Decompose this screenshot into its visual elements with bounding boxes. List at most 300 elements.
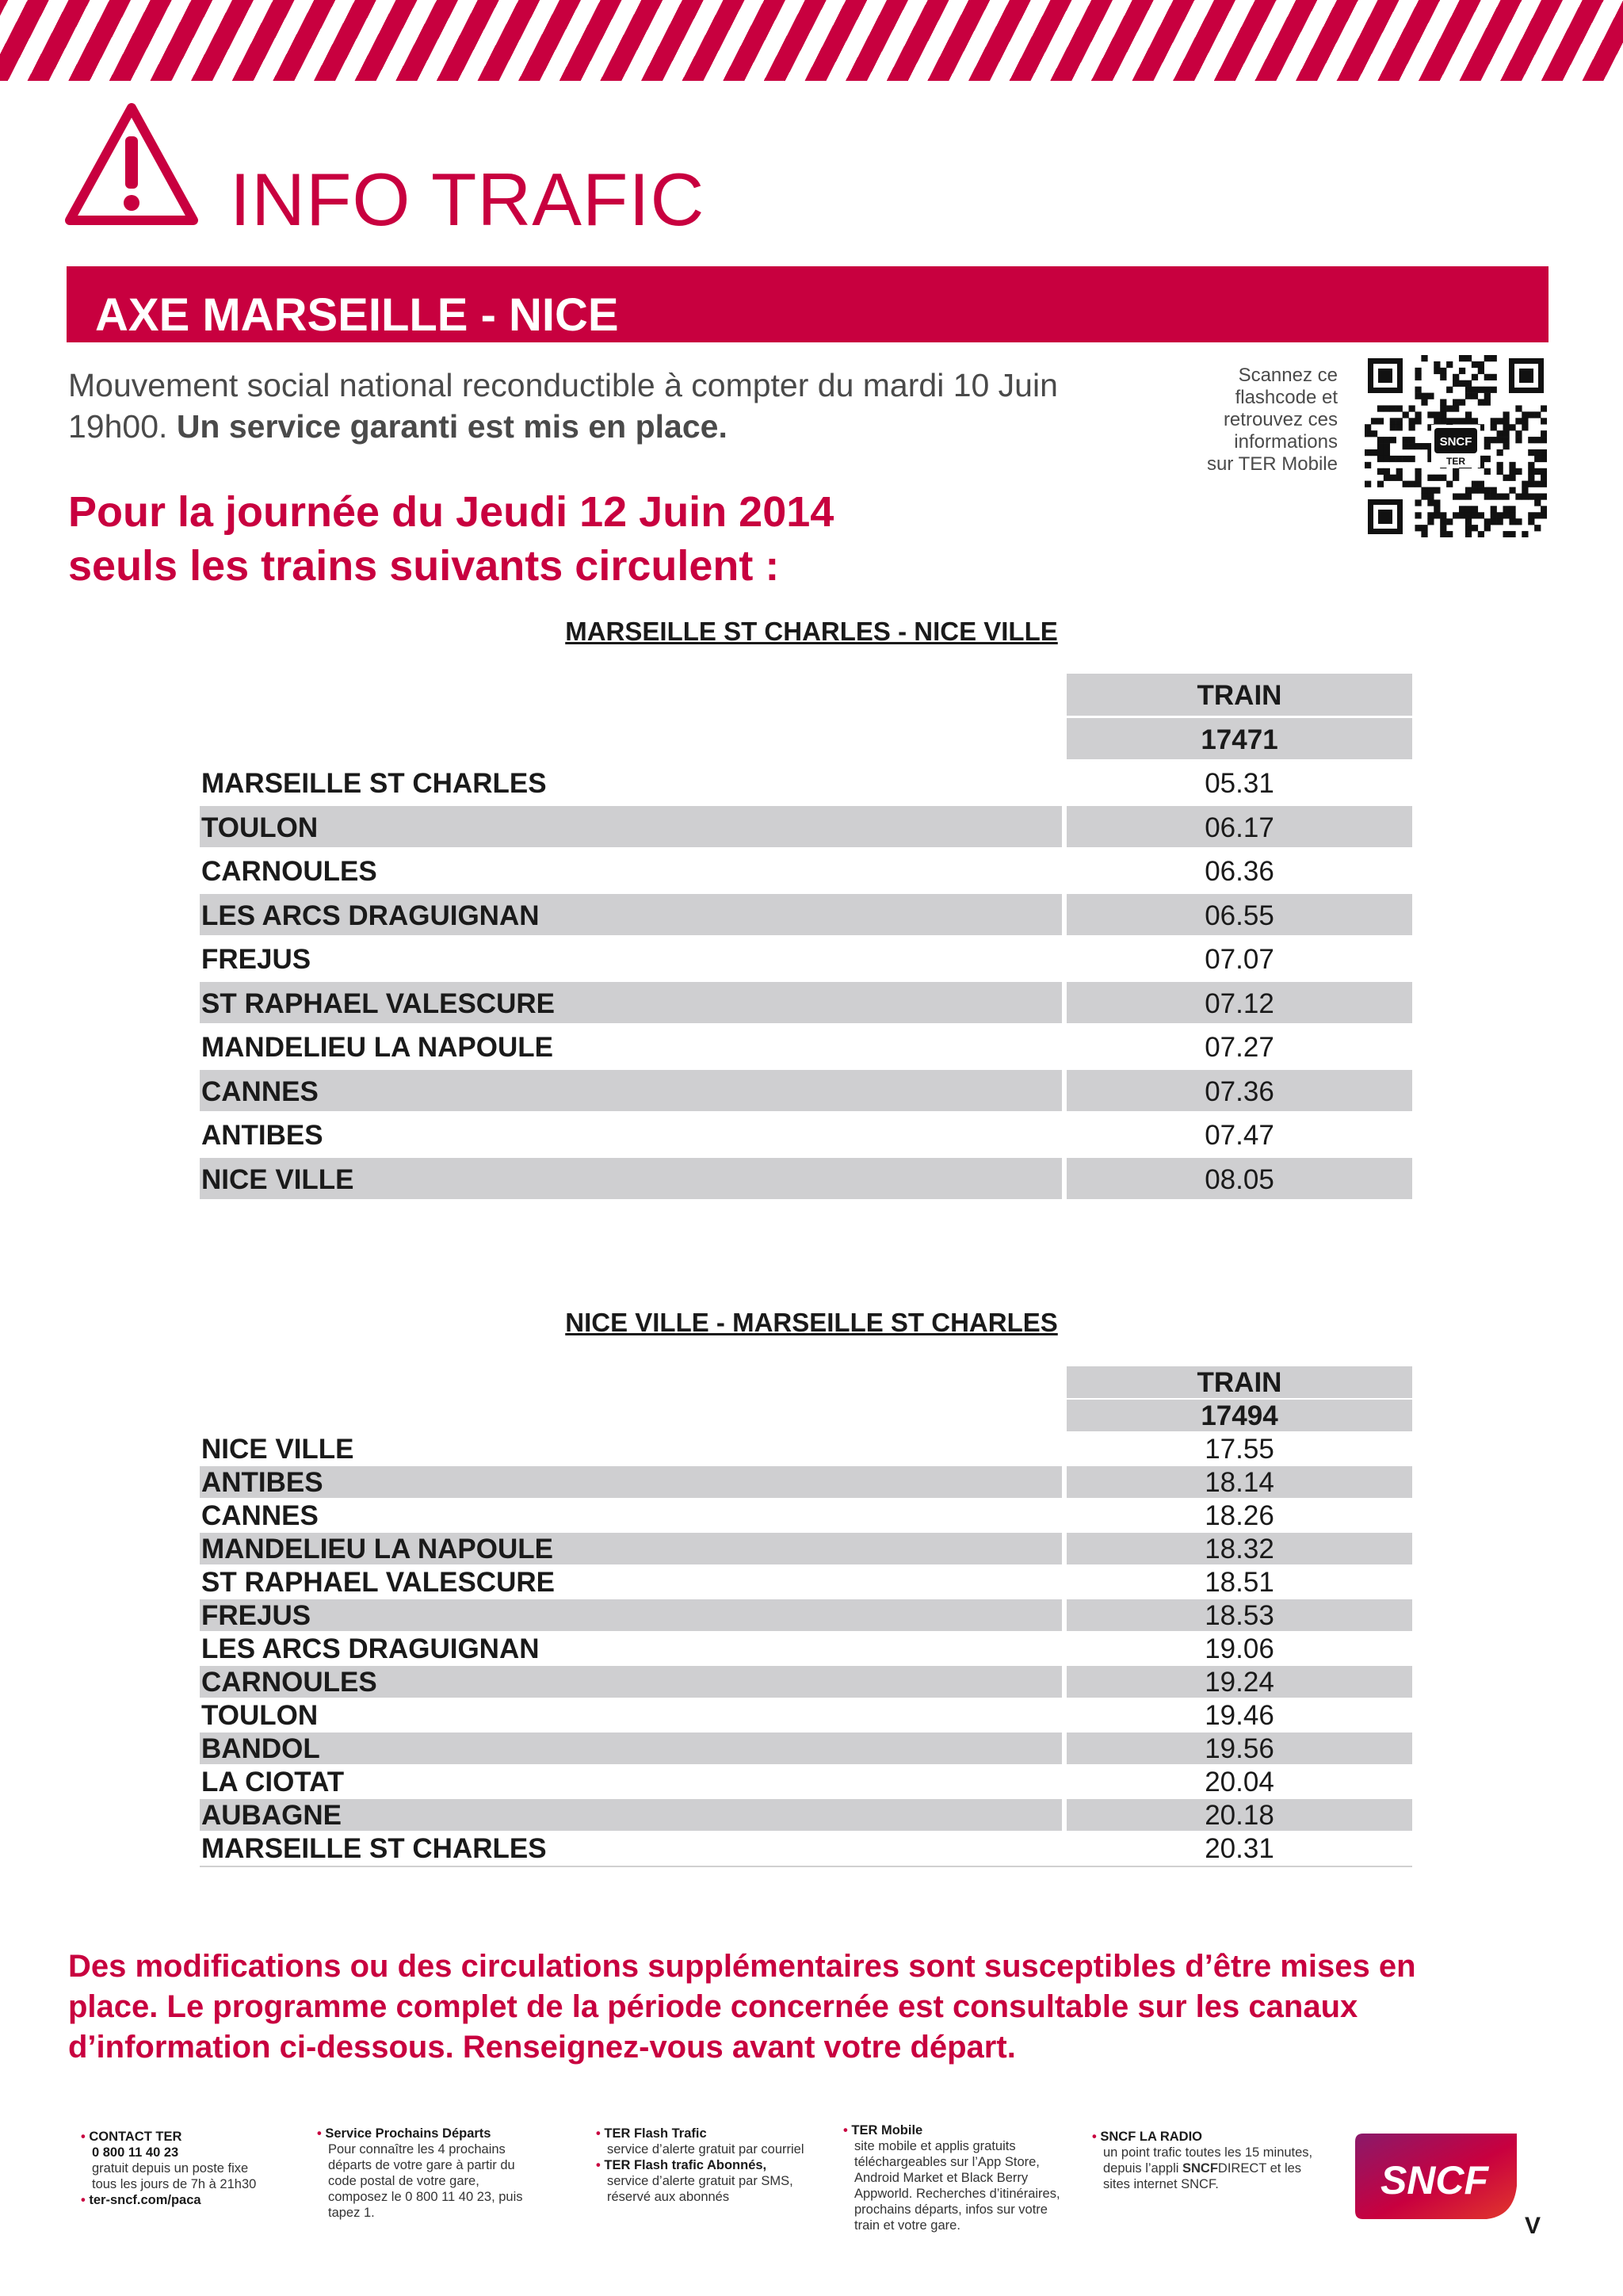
qr-module [1403, 481, 1409, 487]
timetable-return [200, 1366, 1412, 1867]
qr-module [1503, 424, 1509, 430]
mobile-line: Appworld. Recherches d’itinéraires, [854, 2187, 1060, 2201]
departure-time: 20.18 [1067, 1799, 1412, 1832]
logo-text: SNCF [1380, 2158, 1489, 2202]
qr-module [1472, 393, 1478, 399]
table2-title: NICE VILLE - MARSEILLE ST CHARLES [565, 1308, 1058, 1337]
qr-module [1509, 531, 1515, 537]
qr-module [1515, 468, 1522, 475]
qr-module [1427, 499, 1434, 506]
sncf-logo-icon [1352, 2129, 1520, 2222]
timetable-outbound [200, 674, 1412, 1201]
station-name: FREJUS [200, 938, 1062, 982]
qr-module [1377, 418, 1384, 424]
qr-module [1434, 411, 1440, 418]
qr-module [1377, 405, 1384, 411]
qr-module [1390, 418, 1396, 424]
qr-module [1415, 418, 1421, 424]
qr-module [1528, 449, 1534, 456]
qr-module [1434, 506, 1440, 512]
table-row [200, 1533, 1412, 1566]
qr-module [1415, 499, 1421, 506]
table-row [200, 1566, 1412, 1599]
contact-line: tous les jours de 7h à 21h30 [92, 2177, 257, 2191]
qr-module [1541, 430, 1547, 437]
qr-module [1497, 468, 1503, 475]
bullet-icon: • [843, 2123, 848, 2137]
col-header: TRAIN [1067, 1366, 1412, 1400]
station-name: FREJUS [200, 1599, 1062, 1633]
qr-module [1503, 411, 1509, 418]
qr-module [1465, 506, 1472, 512]
bullet-icon: • [81, 2193, 86, 2207]
departure-time: 06.17 [1067, 806, 1412, 850]
qr-module [1491, 424, 1497, 430]
axis-title: AXE MARSEILLE - NICE [95, 289, 619, 341]
departure-time: 20.31 [1067, 1832, 1412, 1866]
qr-module [1453, 405, 1459, 411]
qr-module [1465, 411, 1472, 418]
qr-module [1472, 512, 1478, 518]
qr-module [1509, 475, 1515, 481]
qr-module [1478, 399, 1484, 406]
closing-line: Des modifications ou des circulations supplémentaires sont susceptibles d’être mises en [68, 1949, 1416, 1984]
qr-code-icon[interactable] [1365, 355, 1547, 537]
qr-module [1472, 506, 1478, 512]
qr-module [1534, 468, 1541, 475]
contact-site-link[interactable]: ter-sncf.com/paca [89, 2193, 201, 2207]
qr-module [1409, 405, 1415, 411]
qr-module [1415, 393, 1421, 399]
station-name: NICE VILLE [200, 1158, 1062, 1202]
qr-module [1522, 424, 1528, 430]
qr-module [1497, 462, 1503, 468]
qr-module [1421, 525, 1427, 531]
qr-module [1503, 493, 1509, 499]
departure-time: 19.46 [1067, 1699, 1412, 1733]
qr-module [1472, 387, 1478, 393]
headline-line-2: seuls les trains suivants circulent : [68, 542, 780, 590]
qr-module [1396, 456, 1403, 462]
qr-module [1453, 468, 1459, 475]
departure-time: 06.55 [1067, 894, 1412, 938]
contact-line: gratuit depuis un poste fixe [92, 2161, 249, 2176]
radio-line: sites internet SNCF. [1103, 2177, 1219, 2191]
intro-bold: Un service garanti est mis en place. [176, 408, 727, 445]
qr-module [1484, 374, 1491, 380]
table-row [200, 1733, 1412, 1766]
qr-module [1465, 493, 1472, 499]
table-row [200, 1599, 1412, 1633]
mobile-line: site mobile et applis gratuits [854, 2139, 1016, 2153]
station-name: MANDELIEU LA NAPOULE [200, 1026, 1062, 1070]
qr-module [1534, 499, 1541, 506]
qr-module [1541, 512, 1547, 518]
qr-module [1365, 424, 1371, 430]
departure-time: 07.36 [1067, 1070, 1412, 1114]
qr-module [1503, 506, 1509, 512]
qr-module [1415, 481, 1421, 487]
qr-module [1440, 518, 1446, 525]
departure-time: 07.12 [1067, 982, 1412, 1026]
qr-module [1491, 374, 1497, 380]
departure-time: 18.32 [1067, 1533, 1412, 1566]
qr-module [1515, 430, 1522, 437]
qr-module [1415, 411, 1421, 418]
qr-module [1421, 531, 1427, 537]
qr-module [1415, 475, 1421, 481]
qr-module [1465, 393, 1472, 399]
qr-module [1503, 437, 1509, 443]
scan-line: flashcode et [1235, 387, 1338, 408]
qr-module [1396, 468, 1403, 475]
table-row [200, 1466, 1412, 1499]
table-row [200, 1766, 1412, 1799]
qr-module [1390, 456, 1396, 462]
departures-title: Service Prochains Départs [325, 2126, 491, 2141]
qr-module [1472, 418, 1478, 424]
station-name: ANTIBES [200, 1466, 1062, 1499]
station-name: LES ARCS DRAGUIGNAN [200, 1633, 1062, 1666]
qr-module [1421, 355, 1427, 361]
qr-module [1440, 399, 1446, 406]
qr-module [1377, 449, 1384, 456]
qr-module [1384, 456, 1390, 462]
table-row [200, 1666, 1412, 1699]
station-name: CANNES [200, 1499, 1062, 1533]
qr-module [1415, 525, 1421, 531]
qr-module [1465, 387, 1472, 393]
qr-module [1534, 456, 1541, 462]
qr-module [1484, 456, 1491, 462]
qr-logo-text: SNCF [1439, 435, 1472, 449]
qr-module [1491, 506, 1497, 512]
qr-module [1409, 456, 1415, 462]
qr-module [1509, 518, 1515, 525]
qr-module [1421, 393, 1427, 399]
qr-module [1478, 487, 1484, 494]
qr-module [1503, 443, 1509, 449]
qr-module [1491, 418, 1497, 424]
header-spacer [200, 1366, 1062, 1400]
qr-module [1465, 512, 1472, 518]
qr-module [1491, 512, 1497, 518]
flash-line: réservé aux abonnés [607, 2190, 730, 2204]
qr-module [1472, 361, 1478, 368]
departure-time: 06.36 [1067, 850, 1412, 894]
qr-module [1478, 512, 1484, 518]
bullet-icon: • [317, 2126, 322, 2141]
striped-banner [0, 0, 1623, 81]
qr-module [1440, 512, 1446, 518]
qr-module [1503, 418, 1509, 424]
qr-module [1396, 418, 1403, 424]
headline [68, 485, 834, 593]
departure-time: 07.07 [1067, 938, 1412, 982]
qr-module [1484, 493, 1491, 499]
qr-module [1459, 512, 1465, 518]
closing-line: d’information ci-dessous. Renseignez-vous avant votre départ. [68, 2030, 1016, 2065]
table-row [200, 1070, 1412, 1114]
departures-line: code postal de votre gare, [328, 2174, 479, 2188]
flash-line: service d’alerte gratuit par courriel [607, 2142, 804, 2157]
qr-module [1403, 456, 1409, 462]
qr-module [1478, 361, 1484, 368]
table-row [200, 1114, 1412, 1158]
table-row [200, 850, 1412, 894]
qr-module [1409, 418, 1415, 424]
qr-module [1446, 418, 1453, 424]
qr-module [1528, 481, 1534, 487]
table-row [200, 1633, 1412, 1666]
qr-module [1421, 487, 1427, 494]
departure-time: 05.31 [1067, 762, 1412, 806]
qr-module [1453, 512, 1459, 518]
qr-module [1440, 475, 1446, 481]
qr-module [1371, 418, 1377, 424]
table-row [200, 1799, 1412, 1832]
qr-module [1484, 518, 1491, 525]
qr-module [1497, 518, 1503, 525]
departure-time: 20.04 [1067, 1766, 1412, 1799]
qr-module [1465, 487, 1472, 494]
qr-module [1541, 449, 1547, 456]
table-row [200, 1499, 1412, 1533]
departure-time: 07.27 [1067, 1026, 1412, 1070]
qr-module [1434, 368, 1440, 374]
qr-module [1377, 443, 1384, 449]
footer-contact [81, 2129, 303, 2208]
closing-line: place. Le programme complet de la période concernée est consultable sur les canaux [68, 1989, 1358, 2024]
qr-module [1409, 443, 1415, 449]
qr-module [1484, 487, 1491, 494]
qr-module [1459, 380, 1465, 387]
qr-module [1421, 399, 1427, 406]
qr-module [1427, 393, 1434, 399]
table-row [200, 1026, 1412, 1070]
qr-module [1415, 387, 1421, 393]
qr-module [1465, 525, 1472, 531]
radio-line: un point trafic toutes les 15 minutes, [1103, 2145, 1313, 2160]
radio-line [1092, 2160, 1346, 2176]
qr-module [1503, 430, 1509, 437]
qr-module [1459, 399, 1465, 406]
qr-module [1484, 355, 1491, 361]
qr-module [1497, 437, 1503, 443]
qr-logo-sub: TER [1446, 456, 1465, 467]
station-name: BANDOL [200, 1733, 1062, 1766]
radio-text: depuis l’appli [1103, 2161, 1182, 2176]
qr-module [1465, 380, 1472, 387]
qr-module [1365, 481, 1371, 487]
qr-module [1384, 475, 1390, 481]
qr-module [1434, 512, 1440, 518]
qr-module [1377, 456, 1384, 462]
station-name: AUBAGNE [200, 1799, 1062, 1832]
departures-line: tapez 1. [328, 2206, 375, 2220]
qr-module [1472, 481, 1478, 487]
qr-module [1396, 424, 1403, 430]
qr-module [1453, 493, 1459, 499]
table-header-row [200, 674, 1412, 718]
qr-module [1459, 355, 1465, 361]
qr-module [1509, 462, 1515, 468]
qr-module [1459, 493, 1465, 499]
qr-module [1440, 368, 1446, 374]
qr-module [1491, 493, 1497, 499]
station-name: ANTIBES [200, 1114, 1062, 1158]
qr-module [1446, 405, 1453, 411]
departure-time: 18.53 [1067, 1599, 1412, 1633]
departure-time: 18.14 [1067, 1466, 1412, 1499]
qr-module [1484, 443, 1491, 449]
qr-module [1491, 518, 1497, 525]
station-name: ST RAPHAEL VALESCURE [200, 1566, 1062, 1599]
qr-module [1465, 518, 1472, 525]
qr-module [1384, 468, 1390, 475]
qr-module [1427, 493, 1434, 499]
qr-module [1465, 531, 1472, 537]
qr-module [1503, 475, 1509, 481]
bullet-icon: • [596, 2126, 601, 2141]
qr-module [1497, 512, 1503, 518]
header-spacer [200, 718, 1062, 762]
qr-module [1440, 525, 1446, 531]
qr-module [1478, 368, 1484, 374]
departure-time: 18.51 [1067, 1566, 1412, 1599]
qr-module [1528, 462, 1534, 468]
qr-module [1472, 487, 1478, 494]
station-name: CANNES [200, 1070, 1062, 1114]
qr-module [1497, 449, 1503, 456]
qr-module [1503, 512, 1509, 518]
qr-module [1509, 468, 1515, 475]
qr-module [1434, 418, 1440, 424]
headline-line-1: Pour la journée du Jeudi 12 Juin 2014 [68, 488, 834, 536]
qr-module [1534, 437, 1541, 443]
qr-module [1515, 437, 1522, 443]
departure-time: 07.47 [1067, 1114, 1412, 1158]
qr-module [1497, 430, 1503, 437]
contact-phone[interactable]: 0 800 11 40 23 [92, 2145, 179, 2160]
qr-module [1440, 374, 1446, 380]
qr-module [1534, 411, 1541, 418]
mobile-line: prochains départs, infos sur votre [854, 2202, 1048, 2217]
qr-module [1541, 405, 1547, 411]
qr-module [1515, 518, 1522, 525]
qr-module [1453, 399, 1459, 406]
qr-module [1509, 512, 1515, 518]
flash-sms-title: TER Flash trafic Abonnés, [604, 2158, 767, 2172]
qr-module [1515, 405, 1522, 411]
table-row [200, 1699, 1412, 1733]
qr-module [1446, 387, 1453, 393]
qr-module [1541, 456, 1547, 462]
qr-module [1528, 512, 1534, 518]
qr-module [1446, 518, 1453, 525]
departure-time: 18.26 [1067, 1499, 1412, 1533]
station-name: NICE VILLE [200, 1433, 1062, 1466]
qr-module [1421, 443, 1427, 449]
qr-module [1484, 393, 1491, 399]
qr-module [1446, 481, 1453, 487]
mobile-line: téléchargeables sur l’App Store, [854, 2155, 1040, 2169]
table-train-row [200, 1400, 1412, 1433]
footer-mobile [843, 2122, 1081, 2233]
station-name: TOULON [200, 806, 1062, 850]
qr-module [1440, 411, 1446, 418]
train-number: 17494 [1067, 1400, 1412, 1433]
departures-line: Pour connaître les 4 prochains [328, 2142, 506, 2157]
qr-module [1541, 475, 1547, 481]
qr-module [1528, 493, 1534, 499]
station-name: CARNOULES [200, 850, 1062, 894]
qr-module [1396, 475, 1403, 481]
station-name: LA CIOTAT [200, 1766, 1062, 1799]
mobile-title: TER Mobile [851, 2123, 923, 2137]
bullet-icon: • [81, 2130, 86, 2144]
footer-departures [317, 2126, 555, 2221]
table1-title: MARSEILLE ST CHARLES - NICE VILLE [565, 617, 1058, 646]
qr-module [1459, 506, 1465, 512]
qr-module [1446, 531, 1453, 537]
qr-module [1515, 418, 1522, 424]
qr-module [1384, 405, 1390, 411]
qr-module [1484, 399, 1491, 406]
page-title: INFO TRAFIC [230, 158, 705, 241]
intro-text [68, 365, 1162, 447]
departure-time: 08.05 [1067, 1158, 1412, 1202]
departure-time: 19.56 [1067, 1733, 1412, 1766]
qr-module [1427, 518, 1434, 525]
flash-line: service d’alerte gratuit par SMS, [607, 2174, 793, 2188]
qr-module [1522, 531, 1528, 537]
radio-text: DIRECT et les [1217, 2161, 1302, 2176]
qr-module [1503, 531, 1509, 537]
departure-time: 19.24 [1067, 1666, 1412, 1699]
qr-module [1484, 468, 1491, 475]
qr-module [1478, 481, 1484, 487]
contact-title: CONTACT TER [89, 2130, 182, 2144]
qr-module [1371, 449, 1377, 456]
qr-module [1515, 493, 1522, 499]
qr-module [1409, 437, 1415, 443]
qr-module [1434, 487, 1440, 494]
qr-module [1427, 512, 1434, 518]
qr-module [1491, 387, 1497, 393]
qr-module [1484, 525, 1491, 531]
qr-module [1384, 449, 1390, 456]
qr-module [1390, 405, 1396, 411]
qr-module [1528, 475, 1534, 481]
qr-module [1390, 437, 1396, 443]
qr-module [1522, 418, 1528, 424]
footer-radio [1092, 2129, 1346, 2192]
departure-time: 17.55 [1067, 1433, 1412, 1466]
train-number: 17471 [1067, 718, 1412, 762]
intro-plain: Mouvement social national reconductible à compter du mardi 10 Juin 19h00. [68, 367, 1058, 445]
table-row [200, 1158, 1412, 1202]
qr-module [1541, 506, 1547, 512]
qr-module [1534, 481, 1541, 487]
table-header-row [200, 1366, 1412, 1400]
station-name: MARSEILLE ST CHARLES [200, 762, 1062, 806]
qr-module [1453, 374, 1459, 380]
qr-module [1522, 493, 1528, 499]
qr-module [1478, 531, 1484, 537]
qr-module [1371, 430, 1377, 437]
qr-module [1434, 475, 1440, 481]
